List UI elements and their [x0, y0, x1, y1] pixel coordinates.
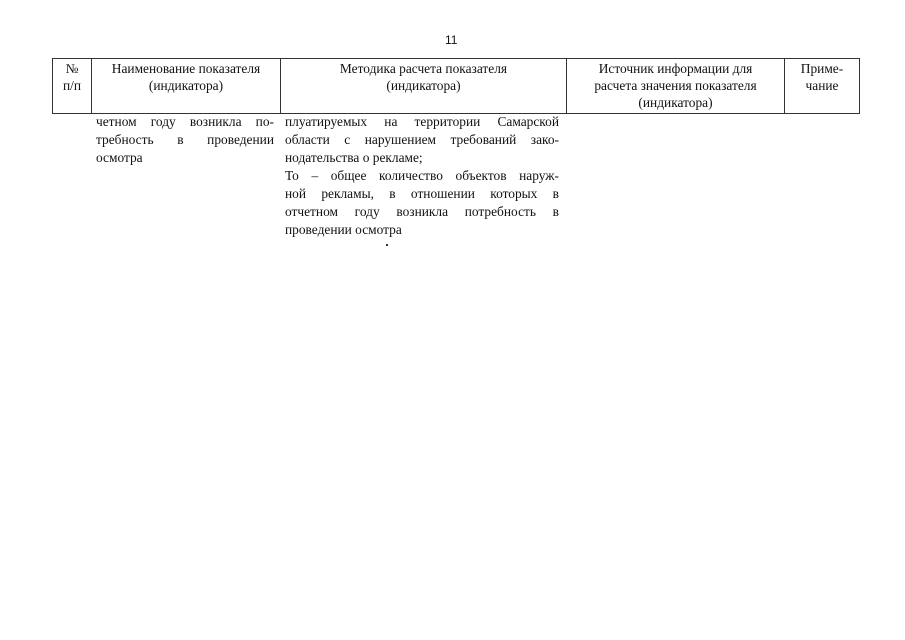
header-line: расчета значения показателя [594, 78, 757, 93]
header-line: Приме- [800, 61, 844, 76]
text-line: требность в проведении [96, 132, 274, 147]
header-name [92, 59, 281, 114]
header-line: (индикатора) [386, 78, 461, 93]
header-line: чание [805, 78, 839, 93]
header-line: Методика расчета показателя [339, 61, 508, 76]
page-number: 11 [445, 33, 458, 47]
scan-speck [386, 244, 388, 246]
indicator-table-header [52, 58, 860, 114]
header-line: № [65, 61, 79, 76]
text-line: ной рекламы, в отношении которых в [285, 186, 559, 201]
method-cell [285, 113, 559, 239]
text-line: осмотра [96, 150, 143, 165]
header-number [53, 59, 92, 114]
text-line: области с нарушением требований зако- [285, 132, 559, 147]
text-line: То – общее количество объектов наруж- [285, 168, 559, 183]
text-line: проведении осмотра [285, 222, 402, 237]
header-line: п/п [62, 78, 82, 93]
text-line: четном году возникла по- [96, 114, 274, 129]
header-line: (индикатора) [148, 78, 224, 93]
header-note [785, 59, 860, 114]
text-line: нодательства о рекламе; [285, 150, 423, 165]
header-method [281, 59, 567, 114]
header-line: (индикатора) [638, 95, 713, 110]
text-line: плуатируемых на территории Самарской [285, 114, 559, 129]
header-line: Наименование показателя [111, 61, 261, 76]
header-source [567, 59, 785, 114]
header-line: Источник информации для [598, 61, 753, 76]
text-line: отчетном году возникла потребность в [285, 204, 559, 219]
indicator-name-cell [96, 113, 274, 167]
